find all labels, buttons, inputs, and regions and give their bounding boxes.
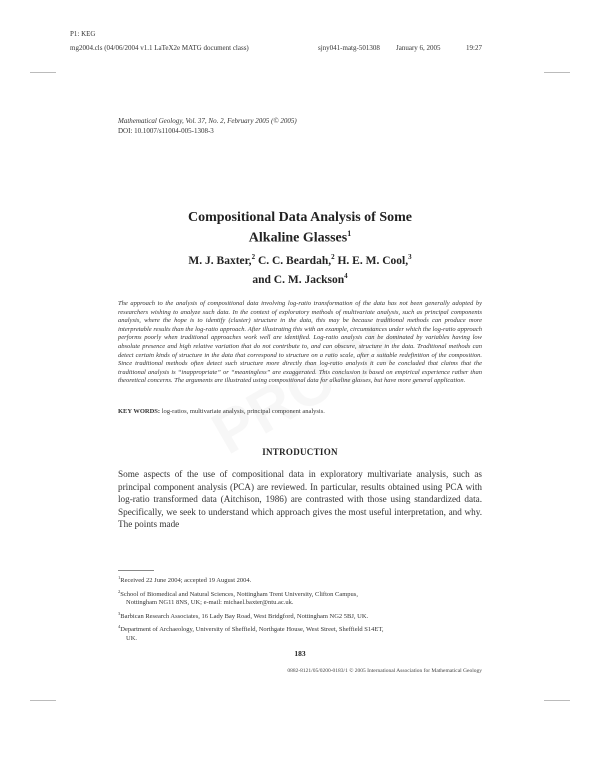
header-date: January 6, 2005 [396, 44, 441, 52]
crop-mark-bottom-right [544, 700, 570, 701]
footnote-4: $^4$Department of Archaeology, University of Sheffield, Northgate House, West Street, Sheffield S14ET, UK. [118, 624, 384, 642]
footnote-1: $^1$Received 22 June 2004; accepted 19 August 2004. [118, 575, 252, 585]
footnotes [118, 574, 482, 643]
title-line-2: Alkaline Glasses$^1$ [248, 229, 352, 246]
introduction-paragraph: Some aspects of the use of compositional data in exploratory multivariate analysis, such as principal component analysis (PCA) are reviewed. In particular, results obtained using PCA with log-ratio transformed data (Aitchison, 1986) are contrasted with those using standardized data. Specifically, we seek to understand which approach gives the most useful interpretation, and why. The points made [118, 469, 482, 530]
title-footnote-marker: 1 [347, 229, 352, 238]
title-line-1: Compositional Data Analysis of Some [187, 210, 413, 225]
footnote-rule [118, 570, 154, 571]
keywords-text: log-ratios, multivariate analysis, principal component analysis. [160, 408, 325, 415]
crop-mark-top-right [544, 72, 570, 73]
crop-mark-bottom-left [30, 700, 56, 701]
keywords-label: KEY WORDS: [118, 408, 161, 415]
author-list [0, 250, 600, 288]
section-heading-introduction: INTRODUCTION [262, 447, 338, 457]
journal-citation: Mathematical Geology, Vol. 37, No. 2, February 2005 (© 2005) [118, 117, 297, 125]
crop-mark-top-left [30, 72, 56, 73]
header-line1: P1: KEG [70, 30, 96, 38]
doi: DOI: 10.1007/s11004-005-1308-3 [118, 127, 214, 135]
footnote-2: $^2$School of Biomedical and Natural Sciences, Nottingham Trent University, Clifton Campus, Nottingham NG11 8NS, UK; e-mail: michael.baxter@ntu.ac.uk. [118, 588, 358, 607]
copyright-line: 0882-8121/05/0200-0183/1 © 2005 International Association for Mathematical Geology [287, 668, 482, 674]
header-time: 19:27 [466, 44, 482, 52]
paper-title [0, 210, 600, 247]
authors-line-2: and C. M. Jackson$^4$ [252, 271, 348, 286]
authors-line-1: M. J. Baxter,$^2$ C. C. Beardah,$^2$ H. E. M. Cool,$^3$ [188, 253, 412, 267]
footnote-3: $^3$Barbican Research Associates, 16 Lady Bay Road, West Bridgford, Nottingham NG2 5BJ, UK. [118, 610, 369, 620]
keywords [118, 408, 482, 415]
abstract: The approach to the analysis of compositional data involving log-ratio transformation of the data has not been generally adopted by researchers wishing to analyze such data. In the context of exploratory methods of multivariate analysis, such as principal components analysis, where the hope is to identify (cluster) structure in the data, this may be because traditional methods can produce more interpretable results than the log-ratio approach. After illustrating this with an example, circumstances under which the log-ratio approach performs poorly when traditional approaches work well are identified. Log-ratio analysis can be dominated by variables having low absolute presence and high relative variation that do not contribute to, and can obscure, structure in the data. Traditional methods can detect certain kinds of structure in the data that correspond to structure on a ratio scale, after a suitable redefinition of the composition. Since traditional methods often detect such structure more directly than log-ratio analysis it can be concluded that claims that the traditional analysis is “inappropriate” or “meaningless” are exaggerated. This conclusion is based on empirical experience rather than theoretical concerns. The arguments are illustrated using compositional data for alkaline glasses, but have more general application. [118, 300, 482, 385]
header-manuscript-id: sjny041-matg-501308 [318, 44, 380, 52]
page-number: 183 [294, 649, 306, 658]
header-class-file: mg2004.cls (04/06/2004 v1.1 LaTeX2e MATG document class) [70, 44, 249, 52]
